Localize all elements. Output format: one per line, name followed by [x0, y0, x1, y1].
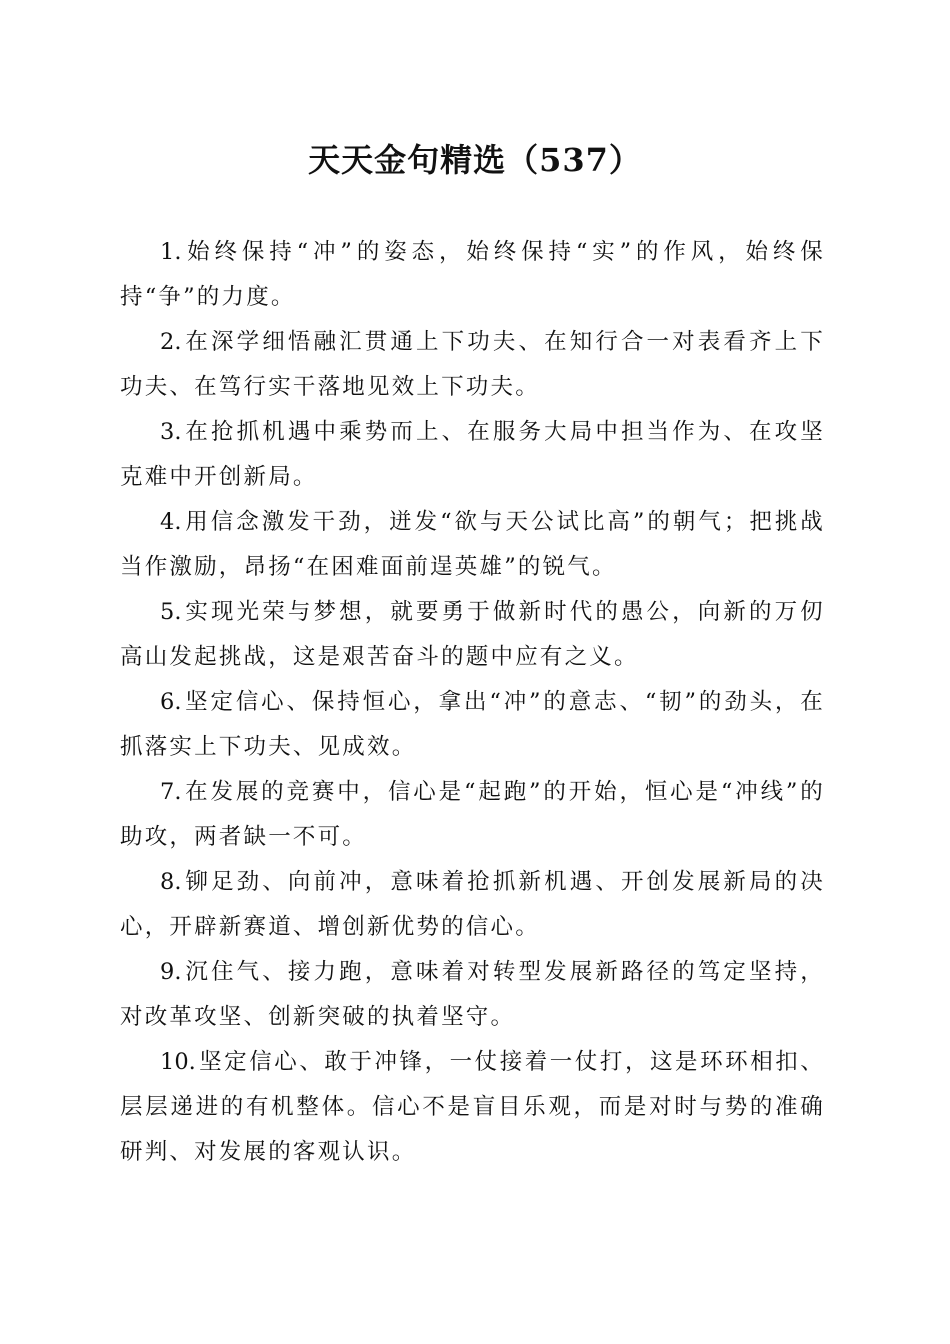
item-number: 2. [160, 329, 182, 355]
quote-list [120, 230, 825, 1175]
list-item [120, 680, 825, 770]
item-number: 7. [160, 779, 182, 805]
item-number: 3. [160, 419, 182, 445]
list-item [120, 320, 825, 410]
item-number: 1. [160, 239, 182, 265]
item-number: 5. [160, 599, 182, 625]
item-text: 在抢抓机遇中乘势而上、在服务大局中担当作为、在攻坚克难中开创新局。 [120, 419, 825, 490]
list-item [120, 860, 825, 950]
item-text: 实现光荣与梦想，就要勇于做新时代的愚公，向新的万仞高山发起挑战，这是艰苦奋斗的题中应有之义。 [120, 599, 825, 670]
item-number: 9. [160, 959, 182, 985]
item-text: 用信念激发干劲，迸发“欲与天公试比高”的朝气；把挑战当作激励，昂扬“在困难面前逞英雄”的锐气。 [120, 509, 825, 580]
list-item [120, 770, 825, 860]
item-number: 4. [160, 509, 182, 535]
item-number: 8. [160, 869, 182, 895]
list-item [120, 500, 825, 590]
list-item [120, 590, 825, 680]
item-text: 在深学细悟融汇贯通上下功夫、在知行合一对表看齐上下功夫、在笃行实干落地见效上下功夫。 [120, 329, 825, 400]
list-item [120, 410, 825, 500]
list-item [120, 1040, 825, 1175]
page-title: 天天金句精选（537） [308, 141, 642, 179]
list-item [120, 230, 825, 320]
item-text: 铆足劲、向前冲，意味着抢抓新机遇、开创发展新局的决心，开辟新赛道、增创新优势的信心。 [120, 869, 825, 940]
item-text: 沉住气、接力跑，意味着对转型发展新路径的笃定坚持，对改革攻坚、创新突破的执着坚守。 [120, 959, 825, 1030]
item-number: 10. [160, 1049, 196, 1075]
list-item [120, 950, 825, 1040]
item-number: 6. [160, 689, 182, 715]
item-text: 在发展的竞赛中，信心是“起跑”的开始，恒心是“冲线”的助攻，两者缺一不可。 [120, 779, 825, 850]
item-text: 始终保持“冲”的姿态，始终保持“实”的作风，始终保持“争”的力度。 [120, 239, 825, 310]
item-text: 坚定信心、保持恒心，拿出“冲”的意志、“韧”的劲头，在抓落实上下功夫、见成效。 [120, 689, 825, 760]
item-text: 坚定信心、敢于冲锋，一仗接着一仗打，这是环环相扣、层层递进的有机整体。信心不是盲目乐观，而是对时与势的准确研判、对发展的客观认识。 [120, 1049, 825, 1165]
